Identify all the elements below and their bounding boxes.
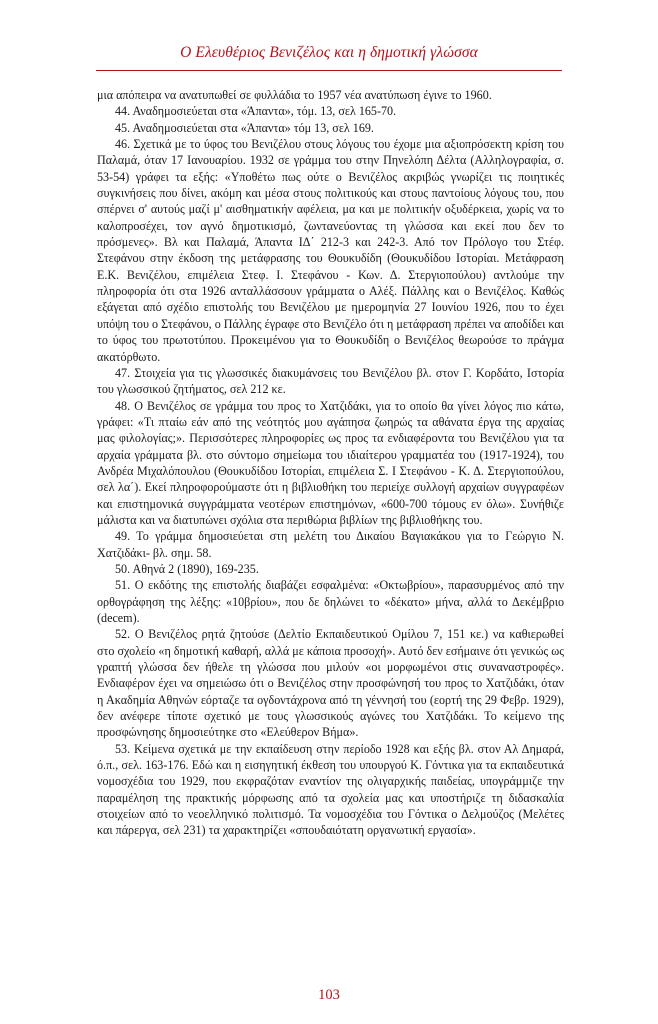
note-47: 47. Στοιχεία για τις γλωσσικές διακυμάνσεις του Βενιζέλου βλ. στον Γ. Κορδάτο, Ιστορία του γλωσσικού ζητήματος, σελ 212 κε. <box>97 365 564 397</box>
page-number: 103 <box>318 987 340 1003</box>
header-rule <box>96 70 562 71</box>
note-52: 52. Ο Βενιζέλος ρητά ζητούσε (Δελτίο Εκπαιδευτικού Ομίλου 7, 151 κε.) να καθιερωθεί στο σχολείο «η δημοτική καθαρή, αλλά με κάποια προσοχή». Αυτό δεν εσήμαινε ότι γενικώς ως γραπτή γλώσσα δεν ήθελε τη γλώσσα που μιλούν «οι μορφωμένοι στις συναναστροφές». Ενδιαφέρον έχει να σημειώσω ότι ο Βενιζέλος στην προσφώνησή του προς το Χατζιδάκι, όταν η Ακαδημία Αθηνών εόρταζε τα ογδοντάχρονα από τη γέννησή του (εορτή της 29 Φεβρ. 1929), δεν ανέφερε τίποτε σχετικό με τους γλωσσικούς αγώνες του Χατζιδάκι. Το κείμενο της προσφώνησης δημοσιεύτηκε στο «Ελεύθερον Βήμα». <box>97 627 564 740</box>
continuation-text: μια απόπειρα να ανατυπωθεί σε φυλλάδια το 1957 νέα ανατύπωση έγινε το 1960. <box>97 88 492 102</box>
note-44: 44. Αναδημοσιεύεται στα «Άπαντα», τόμ. 13, σελ 165-70. <box>115 104 397 119</box>
note-48: 48. Ο Βενιζέλος σε γράμμα του προς το Χατζιδάκι, για το οποίο θα γίνει λόγος πιο κάτω, γράφει: «Τι πταίω εάν από της νεότητός μου αγάπησα ζωηρώς τα αθάνατα έργα της αρχαίας μας φιλολογίας;». Περισσότερες πληροφορίες ως προς τα ενδιαφέροντα του Βενιζέλου για τα αρχαία γράμματα βλ. στο σύντομο σημείωμα του ιδιαίτερου γραμματέα του (1917-1924), του Ανδρέα Μιχαλόπουλου (Θουκυδίδου Ιστορίαι, επιμέλεια Σ. Ι Στεφάνου - Κ. Δ. Στεργιοπούλου, σελ λα΄). Εκεί πληροφορούμαστε ότι η βιβλιοθήκη του περιείχε συλλογή αρχαίων συγγραφέων και επιστημονικά συγγράμματα νεοτέρων επιστημόνων, «600-700 τόμους εν όλω». Συνήθιζε μάλιστα και να διατυπώνει σχόλια στα περιθώρια βιβλίων της βιβλιοθήκης του. <box>97 398 564 527</box>
note-45: 45. Αναδημοσιεύεται στα «Άπαντα» τόμ 13, σελ 169. <box>115 120 374 135</box>
note-53: 53. Κείμενα σχετικά με την εκπαίδευση στην περίοδο 1928 και εξής βλ. στον Αλ Δημαρά, ό.π., σελ. 163-176. Εδώ και η εισηγητική έκθεση του υπουργού Κ. Γόντικα για τα εκπαιδευτικά νομοσχέδια του 1929, που εκφραζόταν εναντίον της ολιγαρχικής παιδείας, υπογράμμιζε την παραμέληση της πρακτικής μόρφωσης από τα σχολεία μας και υποστήριζε τη διδασκαλία στοιχείων από το νεοελληνικό πολιτισμό. Τα νομοσχέδια του Γόντικα ο Δελμούζος (Μελέτες και πάρεργα, σελ 231) τα χαρακτηρίζει «σπουδαιότατη οργανωτική εργασία». <box>97 741 564 838</box>
note-50: 50. Αθηνά 2 (1890), 169-235. <box>115 561 259 576</box>
notes-body <box>97 87 564 839</box>
running-header: Ο Ελευθέριος Βενιζέλος και η δημοτική γλώσσα <box>180 44 478 61</box>
note-49: 49. Το γράμμα δημοσιεύεται στη μελέτη του Δικαίου Βαγιακάκου για το Γεώργιο Ν. Χατζιδάκι- βλ. σημ. 58. <box>97 529 564 560</box>
note-46: 46. Σχετικά με το ύφος του Βενιζέλου στους λόγους του έχομε μια αξιοπρόσεκτη κρίση του Παλαμά, όταν 17 Ιανουαρίου. 1932 σε γράμμα του στην Πηνελόπη Δέλτα (Αλληλογραφία, σ. 53-54) γράφει τα εξής: «Υποθέτω πως ούτε ο Βενιζέλος ακριβώς γνωρίζει τις ποιητικές συγκινήσεις που δίνει, ακόμη και μέσα στους πολιτικούς και στους παντοίους λόγους του, που σπέρνει σ' αυτούς μαζί μ' αισθηματικήν αφέλεια, μα και με πολιτικήν οξυδέρκεια, χωρίς να το καλοπροσέχει, τον αγνό δημοτικισμό, ζωντανεύοντας τη γλώσσα και εκεί που δεν το πρόσμενες». Βλ και Παλαμά, Άπαντα ΙΔ΄ 212-3 και 242-3. Από τον Πρόλογο του Στέφ. Στεφάνου στην έκδοση της μετάφρασης του Θουκυδίδη (Θουκυδίδου Ιστορίαι. Μετάφραση Ε.Κ. Βενιζέλου, επιμέλεια Στεφ. Ι. Στεφάνου - Κων. Δ. Στεργιοπούλου) αντλούμε την πληροφορία ότι στα 1926 ανταλλάσσουν γράμματα ο Αλέξ. Πάλλης και ο Βενιζέλος. Καθώς εξάγεται από σχέδιο επιστολής του Βενιζέλου με ημερομηνία 27 Ιουνίου 1926, που το έχει υπόψη του ο Στεφάνου, ο Πάλλης έγραφε στο Βενιζέλο ότι η μετάφραση πρέπει να αποδίδει και το ύφος του πρωτοτύπου. Προκειμένου για το Θουκυδίδη ο Βενιζέλος θεωρούσε το πράγμα ακατόρθωτο. <box>97 137 564 364</box>
note-51: 51. Ο εκδότης της επιστολής διαβάζει εσφαλμένα: «Οκτωβρίου», παρασυρμένος από την ορθογράφηση της λέξης: «10βρίου», που δε δηλώνει το «δέκατο» μήνα, αλλά το Δεκέμβριο (decem). <box>97 578 564 625</box>
